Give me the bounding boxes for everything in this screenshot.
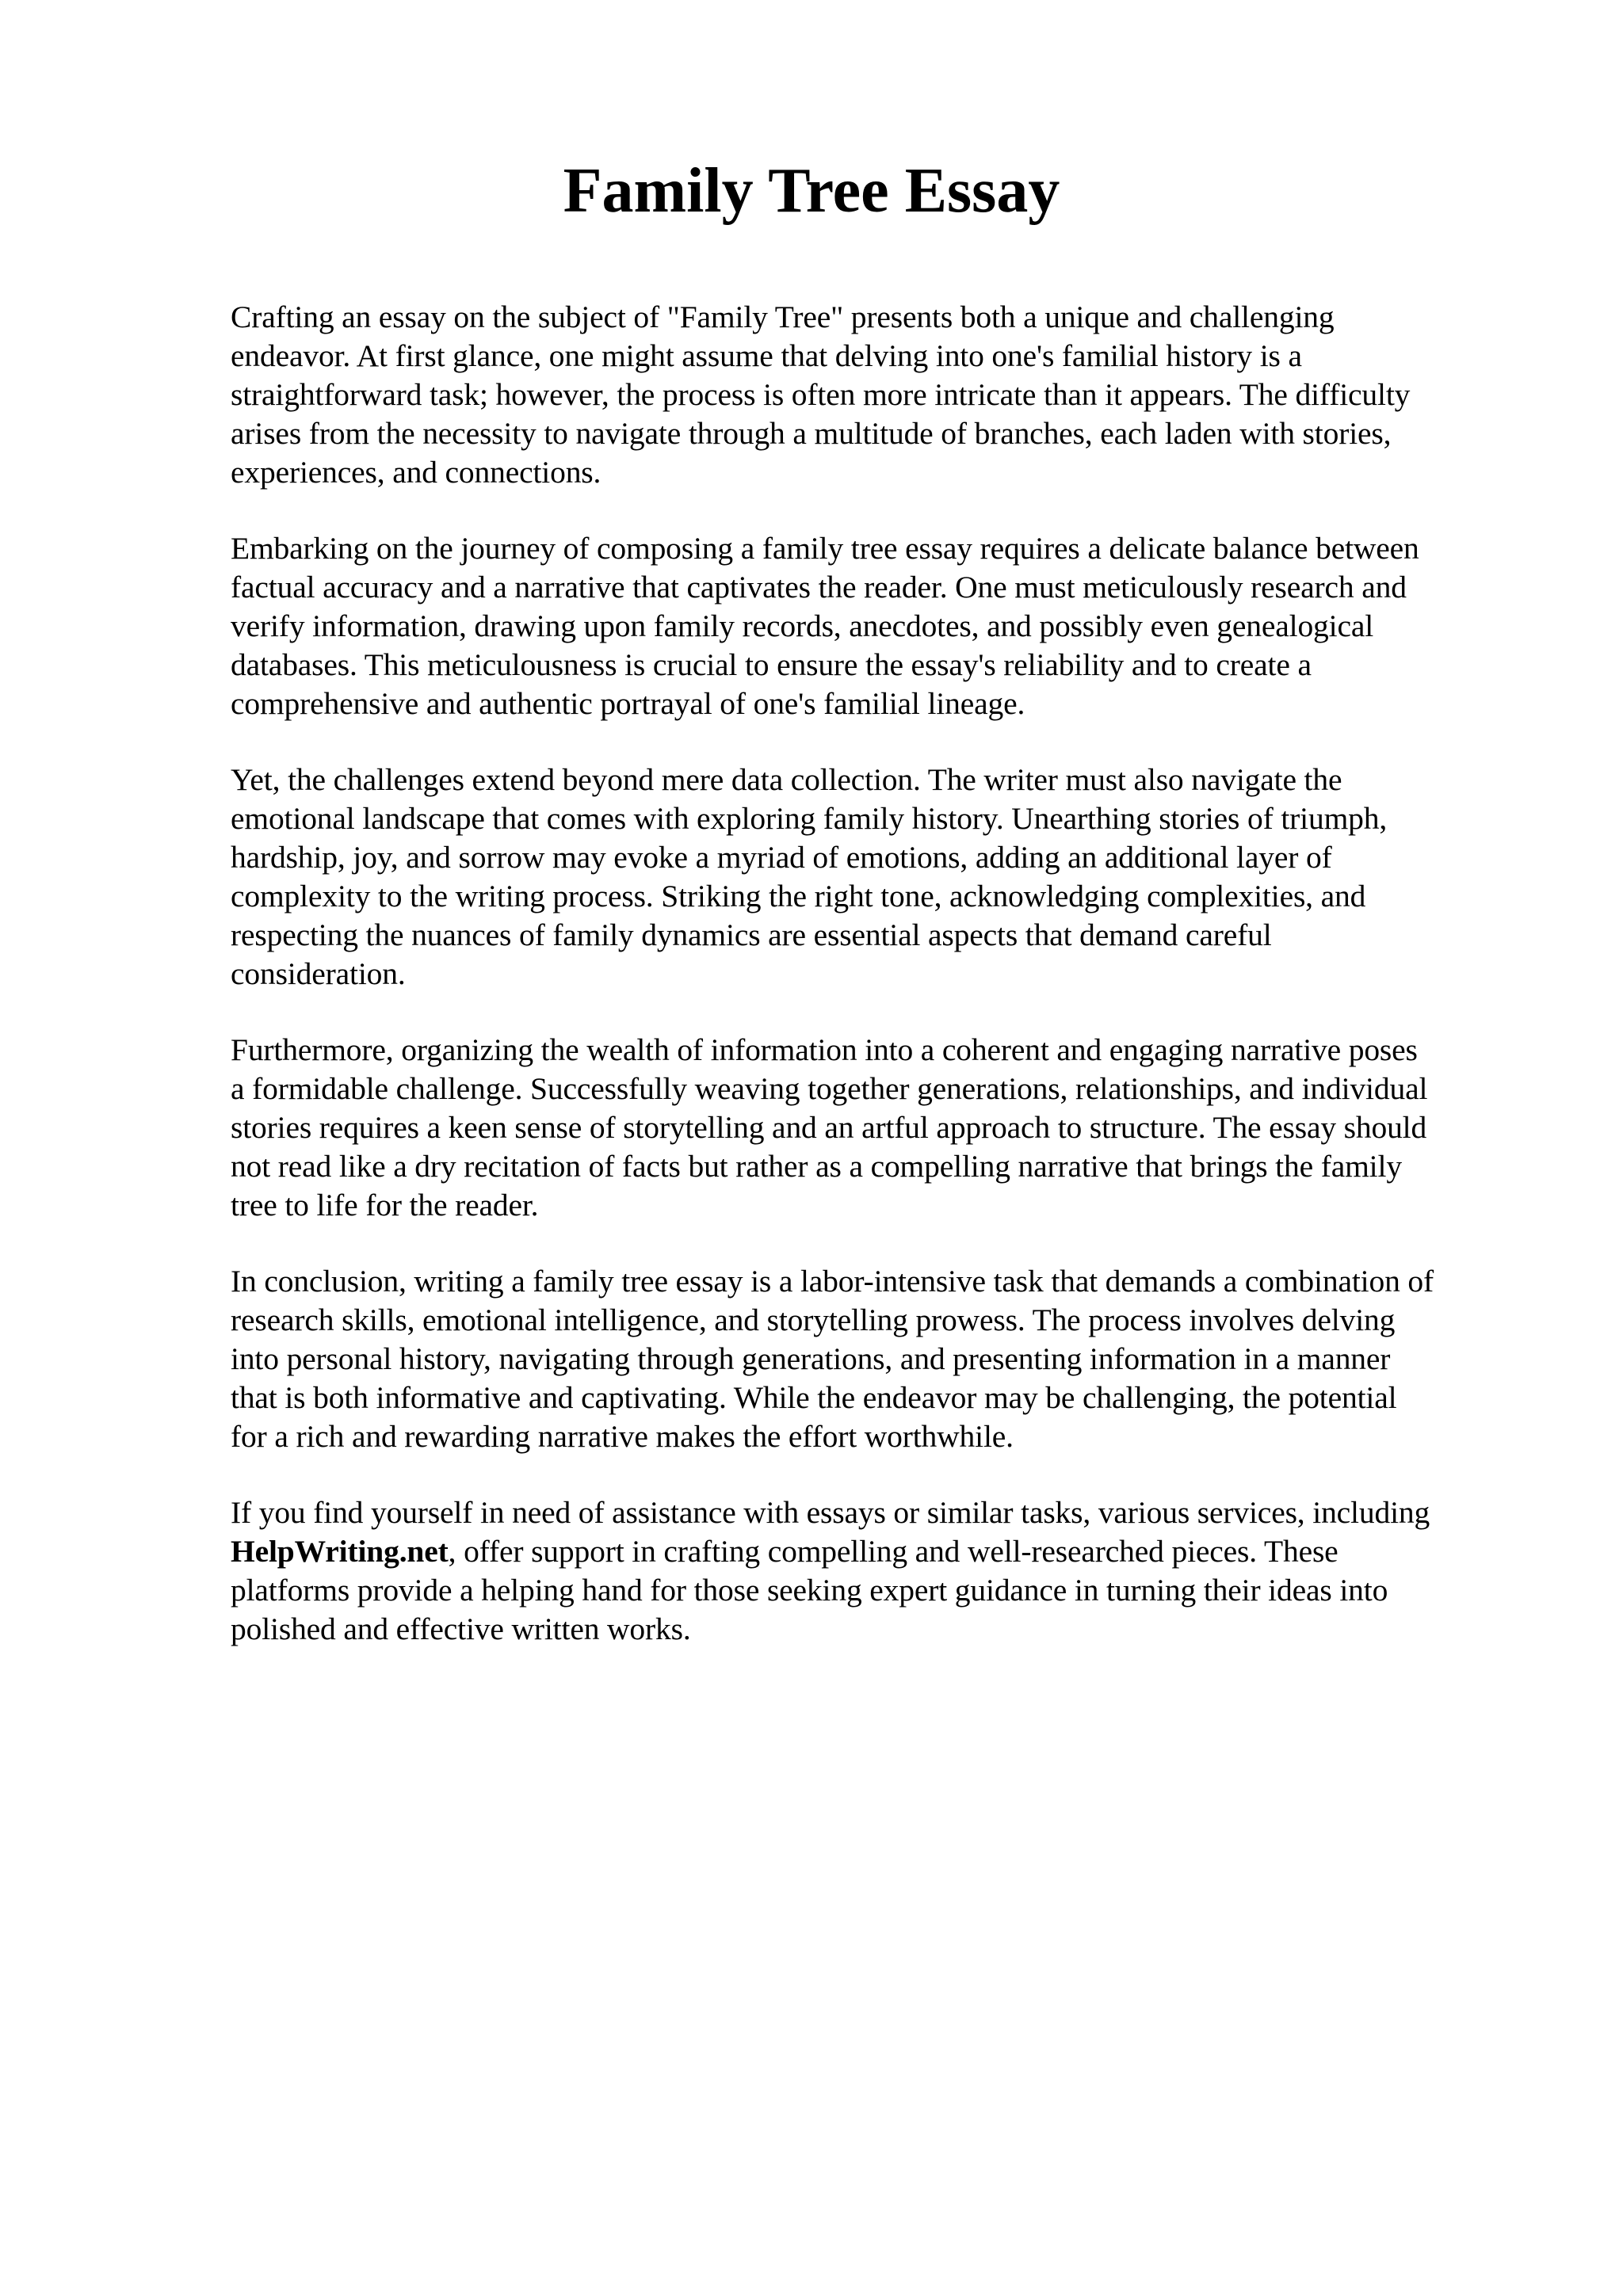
text-line: emotional landscape that comes with exploring family history. Unearthing stories of triumph, [231, 801, 1388, 836]
paragraph-3 [231, 761, 1514, 994]
paragraph-2 [231, 529, 1514, 723]
text-line: Yet, the challenges extend beyond mere data collection. The writer must also navigate the [231, 762, 1342, 797]
text-line: complexity to the writing process. Striking the right tone, acknowledging complexities, and [231, 879, 1366, 913]
text-line: straightforward task; however, the process is often more intricate than it appears. The difficulty [231, 377, 1411, 412]
text-line: not read like a dry recitation of facts but rather as a compelling narrative that brings the family [231, 1149, 1402, 1184]
text-line: hardship, joy, and sorrow may evoke a myriad of emotions, adding an additional layer of [231, 840, 1332, 875]
text-line: Embarking on the journey of composing a family tree essay requires a delicate balance between [231, 531, 1419, 566]
text-line: tree to life for the reader. [231, 1188, 539, 1222]
text-line: a formidable challenge. Successfully weaving together generations, relationships, and individual [231, 1071, 1428, 1106]
text-line: In conclusion, writing a family tree essay is a labor-intensive task that demands a combination of [231, 1264, 1434, 1299]
closing-paragraph [231, 1493, 1514, 1649]
essay-body [231, 298, 1514, 1686]
text-line: comprehensive and authentic portrayal of one's familial lineage. [231, 686, 1025, 721]
text-line: platforms provide a helping hand for those seeking expert guidance in turning their ideas into [231, 1573, 1388, 1608]
text-line: verify information, drawing upon family records, anecdotes, and possibly even genealogical [231, 608, 1374, 643]
paragraph-1 [231, 298, 1514, 492]
text-line: stories requires a keen sense of storytelling and an artful approach to structure. The essay should [231, 1110, 1427, 1145]
text-line: databases. This meticulousness is crucial to ensure the essay's reliability and to create a [231, 647, 1312, 682]
text-line: experiences, and connections. [231, 455, 601, 490]
text-line: into personal history, navigating through generations, and presenting information in a manner [231, 1341, 1391, 1376]
text-line: consideration. [231, 956, 406, 991]
page-title: Family Tree Essay [563, 156, 1060, 226]
text-line: endeavor. At first glance, one might assume that delving into one's familial history is a [231, 338, 1302, 373]
paragraph-4 [231, 1031, 1514, 1225]
text-line: respecting the nuances of family dynamics are essential aspects that demand careful [231, 917, 1272, 952]
text-line: for a rich and rewarding narrative makes the effort worthwhile. [231, 1419, 1014, 1454]
text-line: research skills, emotional intelligence, and storytelling prowess. The process involves delving [231, 1302, 1396, 1337]
text-fragment: , offer support in crafting compelling and well-researched pieces. These [448, 1534, 1338, 1569]
text-line: that is both informative and captivating. While the endeavor may be challenging, the potential [231, 1380, 1397, 1415]
text-line: Crafting an essay on the subject of "Family Tree" presents both a unique and challenging [231, 299, 1335, 334]
brand-name: HelpWriting.net [231, 1534, 449, 1569]
paragraph-5 [231, 1262, 1514, 1456]
text-line: arises from the necessity to navigate through a multitude of branches, each laden with stories, [231, 416, 1392, 451]
text-line: Furthermore, organizing the wealth of information into a coherent and engaging narrative poses [231, 1032, 1418, 1067]
text-line: factual accuracy and a narrative that captivates the reader. One must meticulously research and [231, 570, 1407, 605]
text-line: polished and effective written works. [231, 1611, 691, 1646]
text-line [231, 1532, 1514, 1571]
text-line: If you find yourself in need of assistance with essays or similar tasks, various services, including [231, 1495, 1430, 1530]
